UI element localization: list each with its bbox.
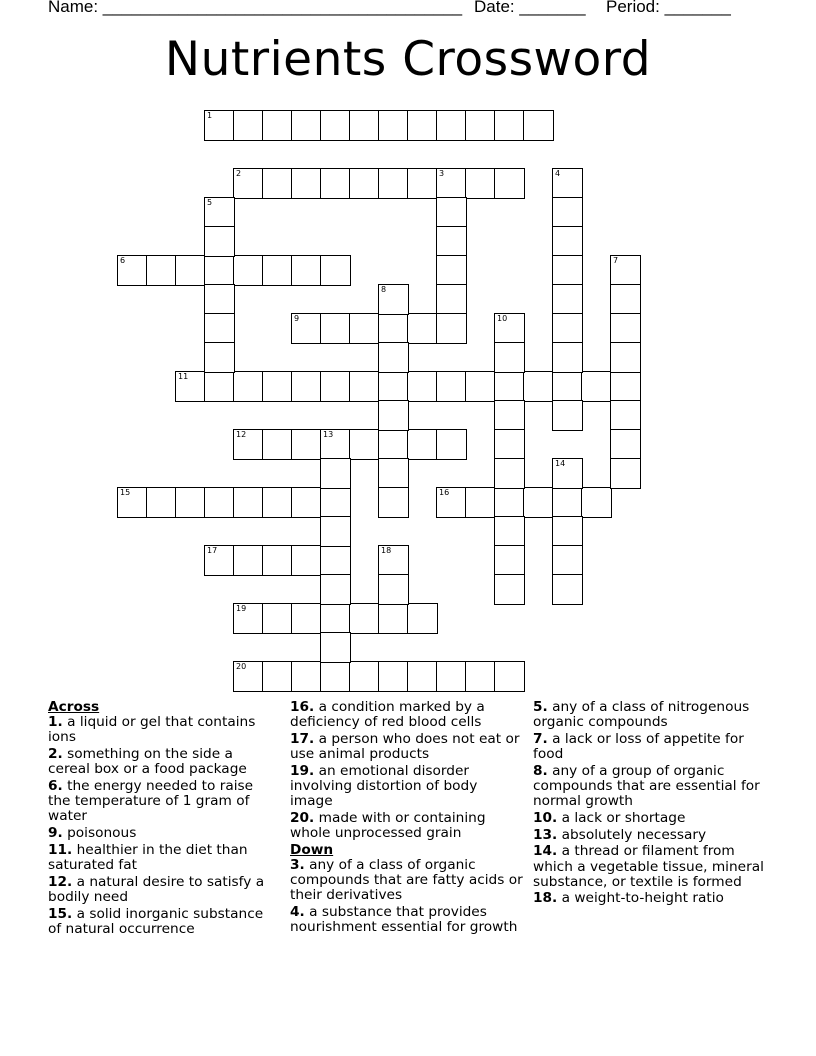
grid-cell[interactable]	[262, 661, 293, 692]
clue-across-2: 2. something on the side a cereal box or a food package	[48, 746, 247, 778]
grid-cell[interactable]	[407, 661, 438, 692]
grid-cell[interactable]	[233, 545, 264, 576]
grid-cell[interactable]	[436, 284, 467, 315]
grid-cell[interactable]	[117, 487, 148, 518]
grid-cell[interactable]	[233, 371, 264, 402]
grid-cell[interactable]	[291, 371, 322, 402]
grid-cell[interactable]	[291, 255, 322, 286]
grid-cell[interactable]	[552, 255, 583, 286]
grid-cell[interactable]	[233, 603, 264, 634]
clue-across-16: 16. a condition marked by a deficiency of red blood cells	[290, 699, 485, 731]
period-field[interactable]: Period: _______	[606, 0, 731, 16]
clues-column-1	[48, 700, 278, 939]
grid-cell[interactable]	[494, 400, 525, 431]
grid-cell[interactable]	[581, 371, 612, 402]
grid-cell[interactable]	[320, 429, 351, 460]
grid-cell[interactable]	[233, 429, 264, 460]
clue-number: 6	[120, 256, 126, 265]
grid-cell[interactable]	[378, 371, 409, 402]
grid-cell[interactable]	[175, 371, 206, 402]
clue-across-6: 6. the energy needed to raise the temperature of 1 gram of water	[48, 778, 254, 825]
grid-cell[interactable]	[552, 545, 583, 576]
grid-cell[interactable]	[436, 487, 467, 518]
grid-cell[interactable]	[349, 168, 380, 199]
clue-number: 14	[555, 459, 566, 468]
grid-cell[interactable]	[146, 487, 177, 518]
grid-cell[interactable]	[407, 371, 438, 402]
grid-cell[interactable]	[320, 458, 351, 489]
grid-cell[interactable]	[204, 226, 235, 257]
grid-cell[interactable]	[552, 284, 583, 315]
clue-number: 18	[381, 546, 392, 555]
grid-cell[interactable]	[494, 661, 525, 692]
clue-number: 3	[439, 169, 445, 178]
grid-cell[interactable]	[291, 487, 322, 518]
grid-cell[interactable]	[610, 313, 641, 344]
grid-cell[interactable]	[378, 545, 409, 576]
grid-cell[interactable]	[204, 313, 235, 344]
clue-number: 17	[207, 546, 218, 555]
grid-cell[interactable]	[494, 458, 525, 489]
grid-cell[interactable]	[262, 110, 293, 141]
grid-cell[interactable]	[610, 342, 641, 373]
grid-cell[interactable]	[262, 255, 293, 286]
grid-cell[interactable]	[320, 603, 351, 634]
grid-cell[interactable]	[494, 313, 525, 344]
grid-cell[interactable]	[349, 371, 380, 402]
grid-cell[interactable]	[262, 603, 293, 634]
grid-cell[interactable]	[552, 313, 583, 344]
clue-number: 4	[555, 169, 561, 178]
grid-cell[interactable]	[320, 545, 351, 576]
grid-cell[interactable]	[436, 226, 467, 257]
clue-across-11: 11. healthier in the diet than saturated fat	[48, 841, 248, 874]
grid-cell[interactable]	[610, 458, 641, 489]
grid-cell[interactable]	[436, 661, 467, 692]
across-heading: Across	[48, 699, 100, 715]
grid-cell[interactable]	[494, 342, 525, 373]
grid-cell[interactable]	[204, 342, 235, 373]
grid-cell[interactable]	[378, 429, 409, 460]
grid-cell[interactable]	[378, 661, 409, 692]
grid-cell[interactable]	[378, 313, 409, 344]
clue-across-12: 12. a natural desire to satisfy a bodily need	[48, 873, 265, 905]
grid-cell[interactable]	[610, 371, 641, 402]
grid-cell[interactable]	[581, 487, 612, 518]
grid-cell[interactable]	[610, 429, 641, 460]
grid-cell[interactable]	[494, 429, 525, 460]
grid-cell[interactable]	[291, 603, 322, 634]
clue-across-19: 19. an emotional disorder involving distortion of body image	[290, 762, 478, 810]
grid-cell[interactable]	[494, 574, 525, 605]
clue-number: 20	[236, 662, 247, 671]
grid-cell[interactable]	[523, 371, 554, 402]
clue-number: 2	[236, 169, 242, 178]
grid-cell[interactable]	[204, 545, 235, 576]
clue-number: 13	[323, 430, 334, 439]
clue-down-14: 14. a thread or filament from which a vegetable tissue, mineral substance, or textile is formed	[533, 843, 764, 890]
clues-column-2	[290, 700, 524, 937]
grid-cell[interactable]	[204, 197, 235, 228]
grid-cell[interactable]	[262, 545, 293, 576]
grid-cell[interactable]	[233, 487, 264, 518]
clue-number: 5	[207, 198, 213, 207]
grid-cell[interactable]	[291, 168, 322, 199]
grid-cell[interactable]	[378, 400, 409, 431]
date-field[interactable]: Date: _______	[474, 0, 586, 16]
grid-cell[interactable]	[349, 110, 380, 141]
grid-cell[interactable]	[465, 487, 496, 518]
clue-down-13: 13. absolutely necessary	[533, 826, 707, 843]
grid-cell[interactable]	[552, 574, 583, 605]
grid-cell[interactable]	[349, 313, 380, 344]
grid-cell[interactable]	[552, 371, 583, 402]
grid-cell[interactable]	[262, 429, 293, 460]
grid-cell[interactable]	[233, 168, 264, 199]
grid-cell[interactable]	[262, 168, 293, 199]
grid-cell[interactable]	[552, 226, 583, 257]
grid-cell[interactable]	[378, 487, 409, 518]
grid-cell[interactable]	[378, 342, 409, 373]
grid-cell[interactable]	[233, 661, 264, 692]
page-title: Nutrients Crossword	[164, 32, 652, 87]
grid-cell[interactable]	[552, 342, 583, 373]
clue-down-10: 10. a lack or shortage	[533, 809, 686, 826]
grid-cell[interactable]	[378, 284, 409, 315]
grid-cell[interactable]	[465, 110, 496, 141]
grid-cell[interactable]	[320, 516, 351, 547]
grid-cell[interactable]	[320, 110, 351, 141]
grid-cell[interactable]	[610, 255, 641, 286]
grid-cell[interactable]	[378, 110, 409, 141]
clue-number: 16	[439, 488, 450, 497]
grid-cell[interactable]	[436, 168, 467, 199]
grid-cell[interactable]	[378, 603, 409, 634]
clue-down-5: 5. any of a class of nitrogenous organic compounds	[533, 699, 750, 731]
clue-down-18: 18. a weight-to-height ratio	[533, 890, 724, 907]
grid-cell[interactable]	[436, 110, 467, 141]
grid-cell[interactable]	[523, 487, 554, 518]
grid-cell[interactable]	[610, 400, 641, 431]
grid-cell[interactable]	[407, 429, 438, 460]
grid-cell[interactable]	[320, 168, 351, 199]
grid-cell[interactable]	[436, 429, 467, 460]
grid-cell[interactable]	[291, 110, 322, 141]
grid-cell[interactable]	[204, 487, 235, 518]
grid-cell[interactable]	[436, 255, 467, 286]
grid-cell[interactable]	[320, 313, 351, 344]
grid-cell[interactable]	[407, 168, 438, 199]
clue-down-8: 8. any of a group of organic compounds that are essential for normal growth	[533, 762, 760, 810]
grid-cell[interactable]	[204, 255, 235, 286]
clue-down-7: 7. a lack or loss of appetite for food	[533, 730, 744, 763]
grid-cell[interactable]	[349, 661, 380, 692]
grid-cell[interactable]	[204, 110, 235, 141]
grid-cell[interactable]	[117, 255, 148, 286]
grid-cell[interactable]	[262, 371, 293, 402]
grid-cell[interactable]	[349, 429, 380, 460]
grid-cell[interactable]	[407, 313, 438, 344]
clue-across-17: 17. a person who does not eat or use animal products	[290, 730, 520, 763]
clue-number: 10	[497, 314, 508, 323]
grid-cell[interactable]	[494, 516, 525, 547]
clue-number: 11	[178, 372, 189, 381]
clue-across-20: 20. made with or containing whole unprocessed grain	[290, 809, 486, 842]
name-field[interactable]: Name: ______________________________________	[48, 0, 463, 16]
grid-cell[interactable]	[320, 632, 351, 663]
clue-number: 8	[381, 285, 387, 294]
grid-cell[interactable]	[494, 168, 525, 199]
grid-cell[interactable]	[436, 313, 467, 344]
grid-cell[interactable]	[262, 487, 293, 518]
grid-cell[interactable]	[378, 458, 409, 489]
grid-cell[interactable]	[407, 110, 438, 141]
grid-cell[interactable]	[349, 603, 380, 634]
grid-cell[interactable]	[146, 255, 177, 286]
grid-cell[interactable]	[552, 400, 583, 431]
grid-cell[interactable]	[436, 197, 467, 228]
grid-cell[interactable]	[378, 168, 409, 199]
grid-cell[interactable]	[291, 313, 322, 344]
grid-cell[interactable]	[320, 574, 351, 605]
grid-cell[interactable]	[407, 603, 438, 634]
grid-cell[interactable]	[552, 516, 583, 547]
grid-cell[interactable]	[610, 284, 641, 315]
grid-cell[interactable]	[523, 110, 554, 141]
grid-cell[interactable]	[233, 255, 264, 286]
clue-number: 15	[120, 488, 131, 497]
clue-number: 7	[613, 256, 619, 265]
grid-cell[interactable]	[465, 661, 496, 692]
clue-across-1: 1. a liquid or gel that contains ions	[48, 714, 256, 746]
clue-across-9: 9. poisonous	[48, 825, 137, 842]
grid-cell[interactable]	[233, 110, 264, 141]
grid-cell[interactable]	[552, 168, 583, 199]
grid-cell[interactable]	[320, 371, 351, 402]
clues-column-3	[533, 700, 773, 908]
grid-cell[interactable]	[494, 487, 525, 518]
grid-cell[interactable]	[320, 255, 351, 286]
down-heading: Down	[290, 841, 334, 858]
grid-cell[interactable]	[552, 458, 583, 489]
grid-cell[interactable]	[378, 574, 409, 605]
grid-cell[interactable]	[175, 255, 206, 286]
grid-cell[interactable]	[291, 661, 322, 692]
grid-cell[interactable]	[175, 487, 206, 518]
grid-cell[interactable]	[320, 661, 351, 692]
grid-cell[interactable]	[465, 371, 496, 402]
grid-cell[interactable]	[204, 284, 235, 315]
clue-across-15: 15. a solid inorganic substance of natural occurrence	[48, 905, 264, 937]
grid-cell[interactable]	[436, 371, 467, 402]
grid-cell[interactable]	[552, 487, 583, 518]
grid-cell[interactable]	[291, 429, 322, 460]
clue-number: 9	[294, 314, 300, 323]
grid-cell[interactable]	[204, 371, 235, 402]
clue-number: 19	[236, 604, 247, 613]
grid-cell[interactable]	[465, 168, 496, 199]
clue-down-4: 4. a substance that provides nourishment essential for growth	[290, 904, 518, 936]
grid-cell[interactable]	[291, 545, 322, 576]
clue-down-3: 3. any of a class of organic compounds that are fatty acids or their derivatives	[290, 857, 523, 904]
clue-number: 12	[236, 430, 247, 439]
grid-cell[interactable]	[494, 371, 525, 402]
grid-cell[interactable]	[552, 197, 583, 228]
clue-number: 1	[207, 111, 213, 120]
grid-cell[interactable]	[320, 487, 351, 518]
grid-cell[interactable]	[494, 545, 525, 576]
grid-cell[interactable]	[494, 110, 525, 141]
